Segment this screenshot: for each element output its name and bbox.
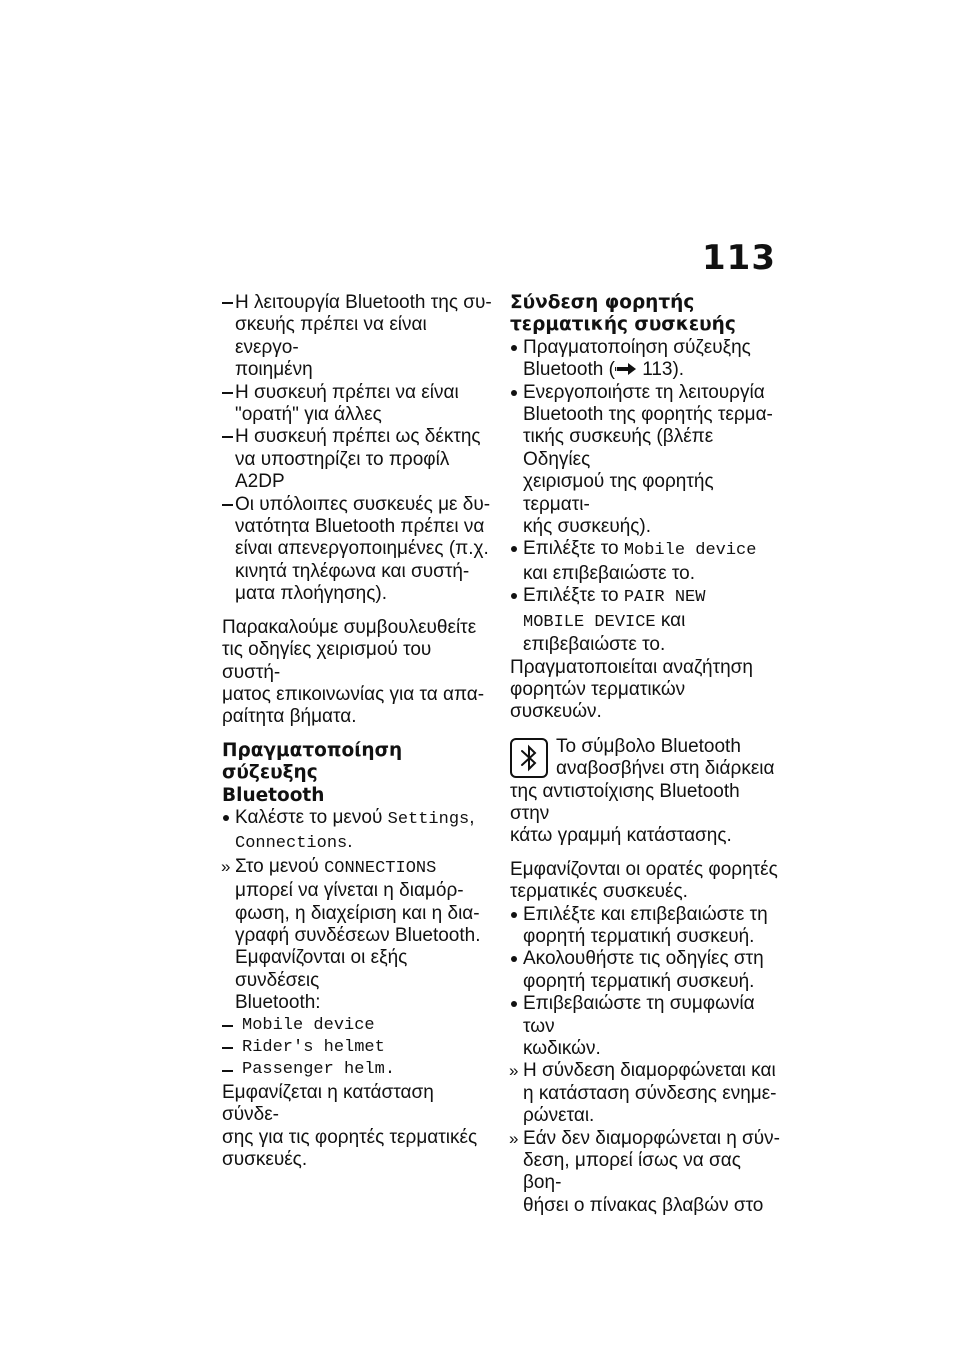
status-paragraph xyxy=(222,1082,494,1172)
visible-line: τερματικές συσκευές. xyxy=(510,881,688,903)
page-reference-arrow-icon xyxy=(615,362,637,376)
connection-option xyxy=(222,1015,494,1037)
result-item xyxy=(222,856,494,1015)
step-text: Καλέστε το μενού xyxy=(235,806,388,828)
punctuation: ). xyxy=(672,359,685,381)
menu-mobile-device: Mobile device xyxy=(623,541,757,561)
requirement-item xyxy=(222,426,494,493)
step-line: Bluetooth της φορητής τερμα- xyxy=(523,404,773,426)
search-line: φορητών τερματικών συσκευών. xyxy=(510,678,686,723)
step-item xyxy=(222,807,494,856)
advice-line: τις οδηγίες χειρισμού του συστή- xyxy=(222,639,432,683)
option-passenger-helmet: Passenger helm. xyxy=(242,1060,396,1080)
punctuation: . xyxy=(347,831,353,853)
step-line: φορητή τερματική συσκευή. xyxy=(523,925,755,947)
requirement-line: κινητά τηλέφωνα και συστή- xyxy=(235,560,470,582)
step-line: και επιβεβαιώστε το. xyxy=(523,562,695,584)
result-line: γραφή συνδέσεων Bluetooth. xyxy=(235,924,481,946)
advice-line: ραίτητα βήματα. xyxy=(222,706,357,728)
result-line: θήσει ο πίνακας βλαβών στο xyxy=(523,1194,764,1216)
advice-line: ματος επικοινωνίας για τα απα- xyxy=(222,683,485,705)
menu-connections-upper: CONNECTIONS xyxy=(324,858,437,878)
connection-option xyxy=(222,1037,494,1059)
advice-paragraph xyxy=(222,617,494,729)
step-line: Ενεργοποιήστε τη λειτουργία xyxy=(523,381,765,403)
step-item xyxy=(510,993,780,1060)
result-item xyxy=(510,1128,780,1218)
requirement-line: είναι απενεργοποιημένες (π.χ. xyxy=(235,538,489,560)
result-line: Εάν δεν διαμορφώνεται η σύν- xyxy=(523,1127,781,1149)
option-riders-helmet: Rider's helmet xyxy=(242,1038,385,1057)
step-text: Bluetooth ( xyxy=(523,359,615,381)
requirement-line: Η συσκευή πρέπει ως δέκτης xyxy=(235,426,481,448)
result-chevron-icon: » xyxy=(221,856,231,876)
bluetooth-icon xyxy=(510,738,548,778)
menu-pair-new: PAIR NEW xyxy=(623,588,706,608)
step-item xyxy=(510,585,780,656)
step-item xyxy=(510,337,780,382)
result-line: δεση, μπορεί ίσως να σας βοη- xyxy=(523,1150,741,1194)
result-item xyxy=(510,1060,780,1127)
search-line: Πραγματοποιείται αναζήτηση xyxy=(510,656,753,678)
step-line: φορητή τερματική συσκευή. xyxy=(523,970,755,992)
heading-line: Σύνδεση φορητής xyxy=(510,292,695,313)
step-line: κής συσκευής). xyxy=(523,516,652,538)
step-text: και xyxy=(655,609,686,631)
menu-settings-label: Settings xyxy=(387,809,470,829)
dash-marker xyxy=(222,1070,233,1072)
option-mobile-device: Mobile device xyxy=(242,1015,375,1035)
requirement-line: "ορατή" για άλλες xyxy=(235,404,382,426)
menu-connections-label: Connections xyxy=(235,834,348,854)
result-text: Στο μενού xyxy=(235,855,325,877)
search-paragraph xyxy=(510,657,780,724)
requirement-item xyxy=(222,494,494,606)
result-chevron-icon: » xyxy=(509,1128,519,1148)
step-line: Ακολουθήστε τις οδηγίες στη xyxy=(523,948,764,970)
status-line: σης για τις φορητές τερματικές xyxy=(222,1126,478,1148)
advice-line: Παρακαλούμε συμβουλευθείτε xyxy=(222,616,477,638)
right-column xyxy=(510,292,780,1217)
step-line: χειρισμού της φορητής τερματι- xyxy=(523,471,714,515)
heading-line: Bluetooth xyxy=(222,784,325,806)
step-text: Επιλέξτε το xyxy=(523,585,624,607)
section-heading-connect xyxy=(510,292,780,337)
requirement-line: σκευής πρέπει να είναι ενεργο- xyxy=(235,314,427,358)
step-item xyxy=(510,538,780,585)
visible-line: Εμφανίζονται οι ορατές φορητές xyxy=(510,858,778,880)
step-item xyxy=(510,382,780,539)
page-reference[interactable]: 113 xyxy=(642,359,673,381)
result-line: η κατάσταση σύνδεσης ενημε- xyxy=(523,1082,777,1104)
left-column xyxy=(222,292,494,1171)
bt-note-line: της αντιστοίχισης Bluetooth στην xyxy=(510,780,740,824)
section-heading-pairing xyxy=(222,740,494,807)
step-line: Πραγματοποίηση σύζευξης xyxy=(523,336,751,358)
requirement-line: να υποστηρίζει το προφίλ A2DP xyxy=(235,448,450,493)
requirement-line: ματα πλοήγησης). xyxy=(235,583,388,605)
step-line: κωδικών. xyxy=(523,1038,601,1059)
dash-marker xyxy=(222,1047,233,1049)
menu-mobile-device-upper: MOBILE DEVICE xyxy=(523,612,656,632)
bt-note-line: αναβοσβήνει στη διάρκεια xyxy=(556,758,775,780)
page-number: 113 xyxy=(702,238,776,278)
step-line: επιβεβαιώστε το. xyxy=(523,634,666,656)
result-line: Εμφανίζονται οι εξής συνδέσεις xyxy=(235,947,408,991)
dash-marker xyxy=(222,1025,233,1027)
result-line: Η σύνδεση διαμορφώνεται και xyxy=(523,1060,776,1082)
result-line: ρώνεται. xyxy=(523,1105,595,1127)
result-chevron-icon: » xyxy=(509,1061,519,1081)
status-line: Εμφανίζεται η κατάσταση σύνδε- xyxy=(222,1081,434,1126)
visible-devices-paragraph xyxy=(510,859,780,904)
requirement-item xyxy=(222,292,494,382)
requirement-line: ποιημένη xyxy=(235,359,313,381)
punctuation: , xyxy=(469,806,475,828)
heading-line: τερματικής συσκευής xyxy=(510,314,736,336)
step-line: τικής συσκευής (βλέπε Οδηγίες xyxy=(523,426,714,470)
status-line: συσκευές. xyxy=(222,1149,308,1171)
requirement-line: Οι υπόλοιπες συσκευές με δυ- xyxy=(235,493,491,515)
bluetooth-note xyxy=(510,736,780,848)
requirement-line: Η συσκευή πρέπει να είναι xyxy=(235,381,459,403)
step-line: Επιβεβαιώστε τη συμφωνία των xyxy=(523,993,755,1037)
bt-note-line: Το σύμβολο Bluetooth xyxy=(556,735,741,757)
step-line: Επιλέξτε και επιβεβαιώστε τη xyxy=(523,903,768,925)
step-item xyxy=(510,948,780,993)
step-item xyxy=(510,904,780,949)
connection-option xyxy=(222,1059,494,1081)
heading-line: Πραγματοποίηση σύζευξης xyxy=(222,739,403,784)
step-text: Επιλέξτε το xyxy=(523,538,624,560)
bt-note-line: κάτω γραμμή κατάστασης. xyxy=(510,825,732,847)
requirement-line: νατότητα Bluetooth πρέπει να xyxy=(235,516,485,538)
result-line: μπορεί να γίνεται η διαμόρ- xyxy=(235,880,464,902)
result-line: Bluetooth: xyxy=(235,992,321,1014)
requirement-item xyxy=(222,382,494,427)
requirement-line: Η λειτουργία Bluetooth της συ- xyxy=(235,292,492,313)
result-line: φωση, η διαχείριση και η δια- xyxy=(235,902,480,924)
